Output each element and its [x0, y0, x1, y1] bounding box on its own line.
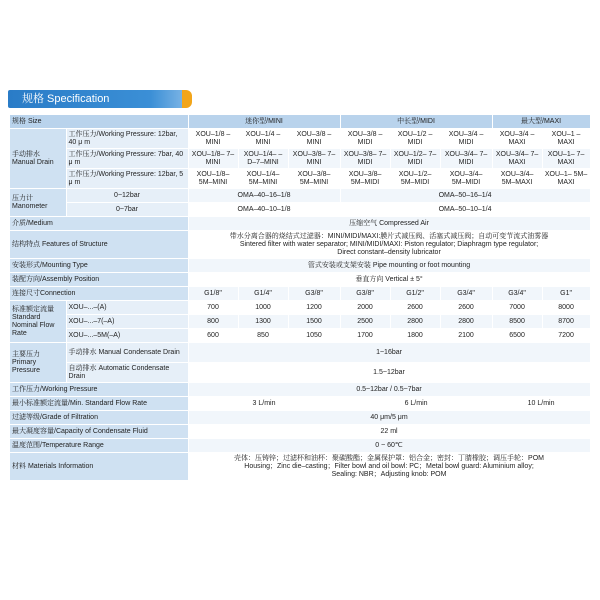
manual-condensate-value: 1~16bar — [188, 343, 590, 363]
model-cell: XOU–3/8– 7–MINI — [288, 149, 340, 169]
condensate-row — [10, 425, 590, 439]
flow-cell: 8700 — [542, 315, 590, 329]
flow-cell: 2500 — [340, 315, 390, 329]
flow-cell: 6500 — [492, 329, 542, 343]
flow-cell: 8000 — [542, 301, 590, 315]
connection-cell: G1/2" — [390, 287, 440, 301]
flow-cell: 800 — [188, 315, 238, 329]
medium-label: 介质/Medium — [10, 217, 188, 231]
model-cell: XOU–3/4 –MAXI — [492, 129, 542, 149]
materials-value — [188, 453, 590, 481]
flow-cell: 8500 — [492, 315, 542, 329]
model-cell: XOU–3/8– 5M–MINI — [288, 169, 340, 189]
model-cell: XOU–1 –MAXI — [542, 129, 590, 149]
size-label: 规格 Size — [10, 115, 188, 129]
flow-cell: 2100 — [440, 329, 492, 343]
assembly-value: 垂直方向 Vertical ± 5° — [188, 273, 590, 287]
flow-cell: 700 — [188, 301, 238, 315]
manual-condensate-label: 手动排水 Manual Condensate Drain — [66, 343, 188, 363]
manometer-range-1: 0~12bar — [66, 189, 188, 203]
primary-row-2 — [10, 363, 590, 383]
manometer-mini-2: OMA–40–10–1/8 — [188, 203, 340, 217]
structure-line-1: 带水分离合器的烧结式过滤器：MINI/MIDI/MAXI:膜片式减压阀、活塞式减压阀；自动可变节流式油雾器 — [229, 232, 549, 240]
model-cell: XOU–1/8– 7–MINI — [188, 149, 238, 169]
flow-cell: 2800 — [440, 315, 492, 329]
model-cell: XOU–1– 5M–MAXI — [542, 169, 590, 189]
flow-row-1 — [10, 301, 590, 315]
manometer-range-2: 0~7bar — [66, 203, 188, 217]
model-cell: XOU–1/8– 5M–MINI — [188, 169, 238, 189]
model-cell: XOU–3/8– 7–MIDI — [340, 149, 390, 169]
connection-cell: G1/8" — [188, 287, 238, 301]
structure-value — [188, 231, 590, 259]
flow-cell: 2000 — [340, 301, 390, 315]
flow-cell: 1700 — [340, 329, 390, 343]
flow-cell: 1050 — [288, 329, 340, 343]
flow-label: 标准额定流量 Standard Nominal Flow Rate — [10, 301, 66, 343]
filtration-label: 过滤等级/Grade of Filtration — [10, 411, 188, 425]
flow-cell: 1500 — [288, 315, 340, 329]
filtration-row — [10, 411, 590, 425]
model-cell: XOU–3/8 –MINI — [288, 129, 340, 149]
header-row — [10, 115, 590, 129]
connection-row — [10, 287, 590, 301]
condensate-value: 22 ml — [188, 425, 590, 439]
connection-label: 连接尺寸Connection — [10, 287, 188, 301]
manometer-row-1 — [10, 189, 590, 203]
structure-line-3: Direct constant–density lubricator — [337, 248, 441, 256]
materials-line-3: Sealing: NBR；Adjusting knob: POM — [331, 470, 447, 478]
manometer-maxi-1: OMA–50–16–1/4 — [340, 189, 590, 203]
primary-row-1 — [10, 343, 590, 363]
banner-title: 规格 Specification — [22, 93, 110, 105]
manometer-maxi-2: OMA–50–10–1/4 — [340, 203, 590, 217]
working-pressure-label: 工作压力/Working Pressure — [10, 383, 188, 397]
model-cell: XOU–1/2 –MIDI — [390, 129, 440, 149]
condensate-label: 最大凝度容量/Capacity of Condensate Fluid — [10, 425, 188, 439]
structure-label: 结构特点 Features of Structure — [10, 231, 188, 259]
model-cell: XOU–3/4– 5M–MAXI — [492, 169, 542, 189]
flow-model-2: XOU–...–7(–A) — [66, 315, 188, 329]
drain-row-1 — [10, 129, 590, 149]
min-flow-label: 最小标准额定流量/Min. Standard Flow Rate — [10, 397, 188, 411]
working-pressure-3: 工作压力/Working Pressure: 12bar, 5 μ m — [66, 169, 188, 189]
flow-cell: 1200 — [288, 301, 340, 315]
connection-cell: G3/8" — [340, 287, 390, 301]
connection-cell: G3/4" — [440, 287, 492, 301]
flow-cell: 1300 — [238, 315, 288, 329]
model-cell: XOU–1/4– 5M–MINI — [238, 169, 288, 189]
assembly-label: 装配方向/Assembly Position — [10, 273, 188, 287]
primary-pressure-label: 主要压力 Primary Pressure — [10, 343, 66, 383]
flow-cell: 850 — [238, 329, 288, 343]
model-cell: XOU–1/4– –D–7–MINI — [238, 149, 288, 169]
working-pressure-row — [10, 383, 590, 397]
structure-line-2: Sintered filter with water separator; MINI/MIDI/MAXI: Piston regulator; Diaphragm type regulator; — [239, 240, 539, 248]
mounting-label: 安装形式/Mounting Type — [10, 259, 188, 273]
min-flow-maxi: 10 L/min — [492, 397, 590, 411]
maxi-header: 最大型/MAXI — [492, 115, 590, 129]
flow-cell: 2800 — [390, 315, 440, 329]
temperature-label: 温度范围/Temperature Range — [10, 439, 188, 453]
min-flow-row — [10, 397, 590, 411]
midi-header: 中长型/MIDI — [340, 115, 492, 129]
materials-label: 材料 Materials Information — [10, 453, 188, 481]
flow-model-3: XOU–...–5M(–A) — [66, 329, 188, 343]
model-cell: XOU–3/4– 7–MIDI — [440, 149, 492, 169]
connection-cell: G1/4" — [238, 287, 288, 301]
drain-row-2 — [10, 149, 590, 169]
temperature-value: 0 ~ 60℃ — [188, 439, 590, 453]
flow-row-3 — [10, 329, 590, 343]
flow-cell: 2600 — [440, 301, 492, 315]
structure-row — [10, 231, 590, 259]
model-cell: XOU–3/8– 5M–MIDI — [340, 169, 390, 189]
mini-header: 迷你型/MINI — [188, 115, 340, 129]
flow-cell: 600 — [188, 329, 238, 343]
connection-cell: G3/4" — [492, 287, 542, 301]
medium-value: 压缩空气 Compressed Air — [188, 217, 590, 231]
model-cell: XOU–3/4– 7–MAXI — [492, 149, 542, 169]
model-cell: XOU–1/2– 7–MIDI — [390, 149, 440, 169]
min-flow-midi: 6 L/min — [340, 397, 492, 411]
specification-table — [10, 115, 591, 481]
working-pressure-1: 工作压力/Working Pressure: 12bar, 40 μ m — [66, 129, 188, 149]
specification-banner — [8, 90, 186, 108]
model-cell: XOU–1/4 –MINI — [238, 129, 288, 149]
flow-cell: 1000 — [238, 301, 288, 315]
model-cell: XOU–3/8 –MIDI — [340, 129, 390, 149]
working-pressure-2: 工作压力/Working Pressure: 7bar, 40 μ m — [66, 149, 188, 169]
flow-cell: 2600 — [390, 301, 440, 315]
auto-condensate-value: 1.5~12bar — [188, 363, 590, 383]
model-cell: XOU–3/4– 5M–MIDI — [440, 169, 492, 189]
model-cell: XOU–1/8 –MINI — [188, 129, 238, 149]
flow-cell: 7200 — [542, 329, 590, 343]
flow-model-1: XOU–...–(A) — [66, 301, 188, 315]
flow-row-2 — [10, 315, 590, 329]
mounting-row — [10, 259, 590, 273]
drain-row-3 — [10, 169, 590, 189]
assembly-row — [10, 273, 590, 287]
flow-cell: 7000 — [492, 301, 542, 315]
model-cell: XOU–3/4 –MIDI — [440, 129, 492, 149]
model-cell: XOU–1/2– 5M–MIDI — [390, 169, 440, 189]
working-pressure-value: 0.5~12bar / 0.5~7bar — [188, 383, 590, 397]
medium-row — [10, 217, 590, 231]
mounting-value: 管式安装或支架安装 Pipe mounting or foot mounting — [188, 259, 590, 273]
materials-line-2: Housing；Zinc die–casting；Filter bowl and oil bowl: PC；Metal bowl guard: Aluminium alloy; — [244, 462, 534, 470]
materials-row — [10, 453, 590, 481]
min-flow-mini: 3 L/min — [188, 397, 340, 411]
filtration-value: 40 μm/5 μm — [188, 411, 590, 425]
model-cell: XOU–1– 7–MAXI — [542, 149, 590, 169]
auto-condensate-label: 自动排水 Automatic Condensate Drain — [66, 363, 188, 383]
manometer-mini-1: OMA–40–16–1/8 — [188, 189, 340, 203]
manual-drain-label: 手动排水 Manual Drain — [10, 129, 66, 189]
manometer-row-2 — [10, 203, 590, 217]
connection-cell: G1" — [542, 287, 590, 301]
flow-cell: 1800 — [390, 329, 440, 343]
connection-cell: G3/8" — [288, 287, 340, 301]
temperature-row — [10, 439, 590, 453]
manometer-label: 压力计 Manometer — [10, 189, 66, 217]
materials-line-1: 壳体：压铸锌；过滤杯和油杯：聚碳酸酯；金属保护罩：铝合金；密封：丁腈橡胶；调压手轮：POM — [234, 454, 544, 462]
